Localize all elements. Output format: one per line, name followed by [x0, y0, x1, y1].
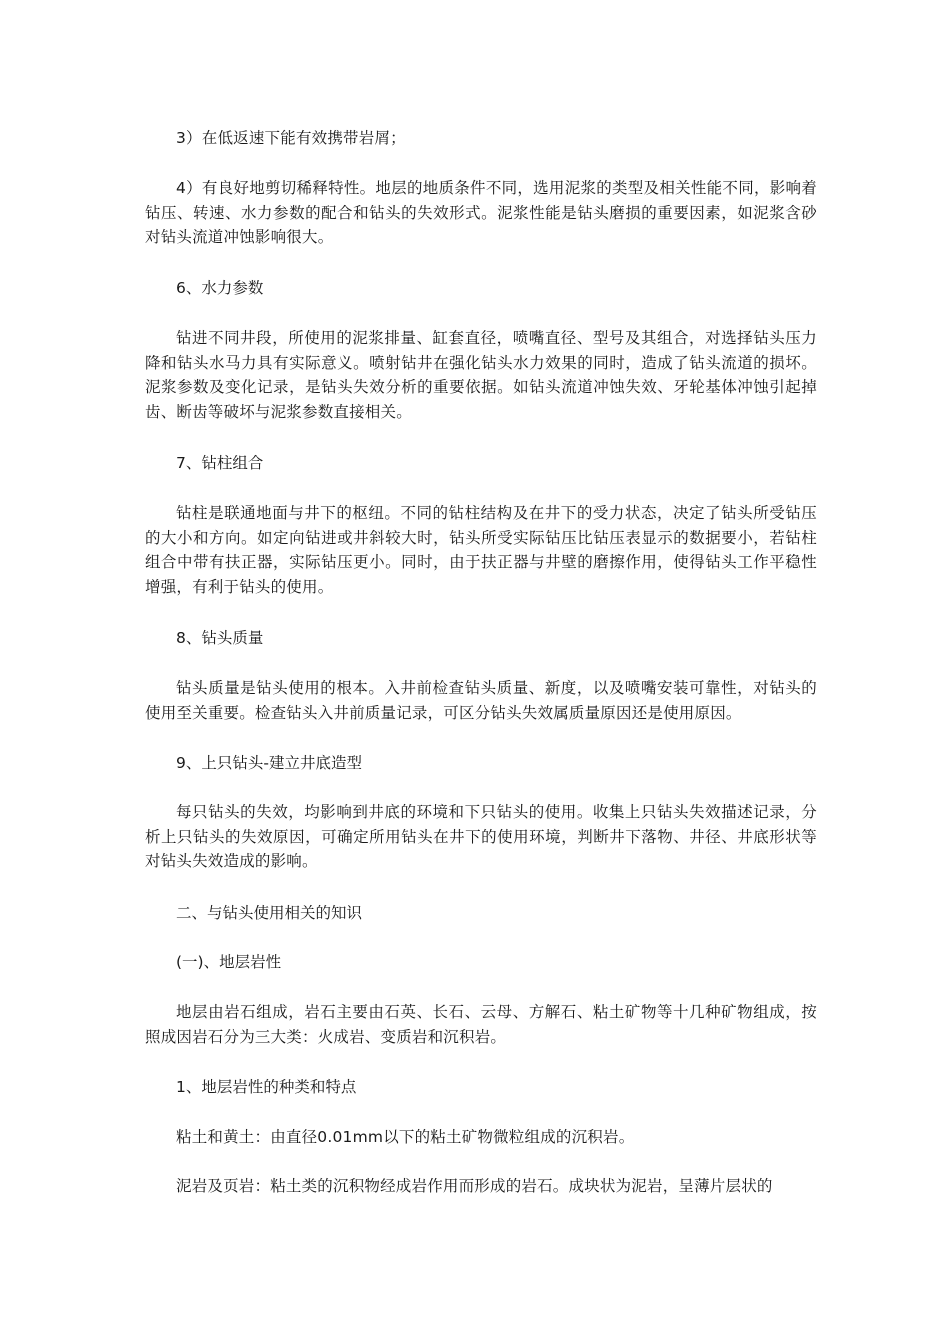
subsection-heading-1: (一)、地层岩性: [176, 953, 282, 971]
drill-string-paragraph: 钻柱是联通地面与井下的枢纽。不同的钻柱结构及在井下的受力状态，决定了钻头所受钻压的大小和方向。如定向钻进或井斜较大时，钻头所受实际钻压比钻压表显示的数据要小，若钻柱组合中带有扶正器，实际钻压更小。同时，由于扶正器与井壁的磨擦作用，使得钻头工作平稳性增强，有利于钻头的使用。: [145, 504, 817, 596]
formation-paragraph: 地层由岩石组成，岩石主要由石英、长石、云母、方解石、粘土矿物等十几种矿物组成，按照成因岩石分为三大类：火成岩、变质岩和沉积岩。: [145, 1003, 817, 1046]
section-heading-7: 7、钻柱组合: [176, 454, 264, 472]
section-heading-rock-types: 1、地层岩性的种类和特点: [176, 1078, 357, 1096]
list-item-3: 3）在低返速下能有效携带岩屑；: [176, 129, 406, 147]
previous-bit-paragraph: 每只钻头的失效，均影响到井底的环境和下只钻头的使用。收集上只钻头失效描述记录，分析上只钻头的失效原因，可确定所用钻头在井下的使用环境，判断井下落物、井径、井底形状等对钻头失效造成的影响。: [145, 803, 817, 870]
section-heading-6: 6、水力参数: [176, 279, 264, 297]
hydraulic-parameters-paragraph: 钻进不同井段，所使用的泥浆排量、缸套直径，喷嘴直径、型号及其组合，对选择钻头压力降和钻头水马力具有实际意义。喷射钻井在强化钻头水力效果的同时，造成了钻头流道的损坏。泥浆参数及变化记录，是钻头失效分析的重要依据。如钻头流道冲蚀失效、牙轮基体冲蚀引起掉齿、断齿等破坏与泥浆参数直接相关。: [145, 329, 817, 421]
section-heading-8: 8、钻头质量: [176, 629, 264, 647]
chapter-heading-2: 二、与钻头使用相关的知识: [176, 904, 363, 922]
mudstone-shale-paragraph: 泥岩及页岩：粘土类的沉积物经成岩作用而形成的岩石。成块状为泥岩，呈薄片层状的: [176, 1177, 773, 1195]
clay-loess-paragraph: 粘土和黄土：由直径0.01mm以下的粘土矿物微粒组成的沉积岩。: [176, 1128, 635, 1146]
bit-quality-paragraph: 钻头质量是钻头使用的根本。入井前检查钻头质量、新度，以及喷嘴安装可靠性，对钻头的使用至关重要。检查钻头入井前质量记录，可区分钻头失效属质量原因还是使用原因。: [145, 679, 817, 722]
list-item-4-paragraph: 4）有良好地剪切稀释特性。地层的地质条件不同，选用泥浆的类型及相关性能不同，影响着钻压、转速、水力参数的配合和钻头的失效形式。泥浆性能是钻头磨损的重要因素，如泥浆含砂对钻头流道冲蚀影响很大。: [145, 179, 817, 246]
section-heading-9: 9、上只钻头-建立井底造型: [176, 754, 362, 772]
